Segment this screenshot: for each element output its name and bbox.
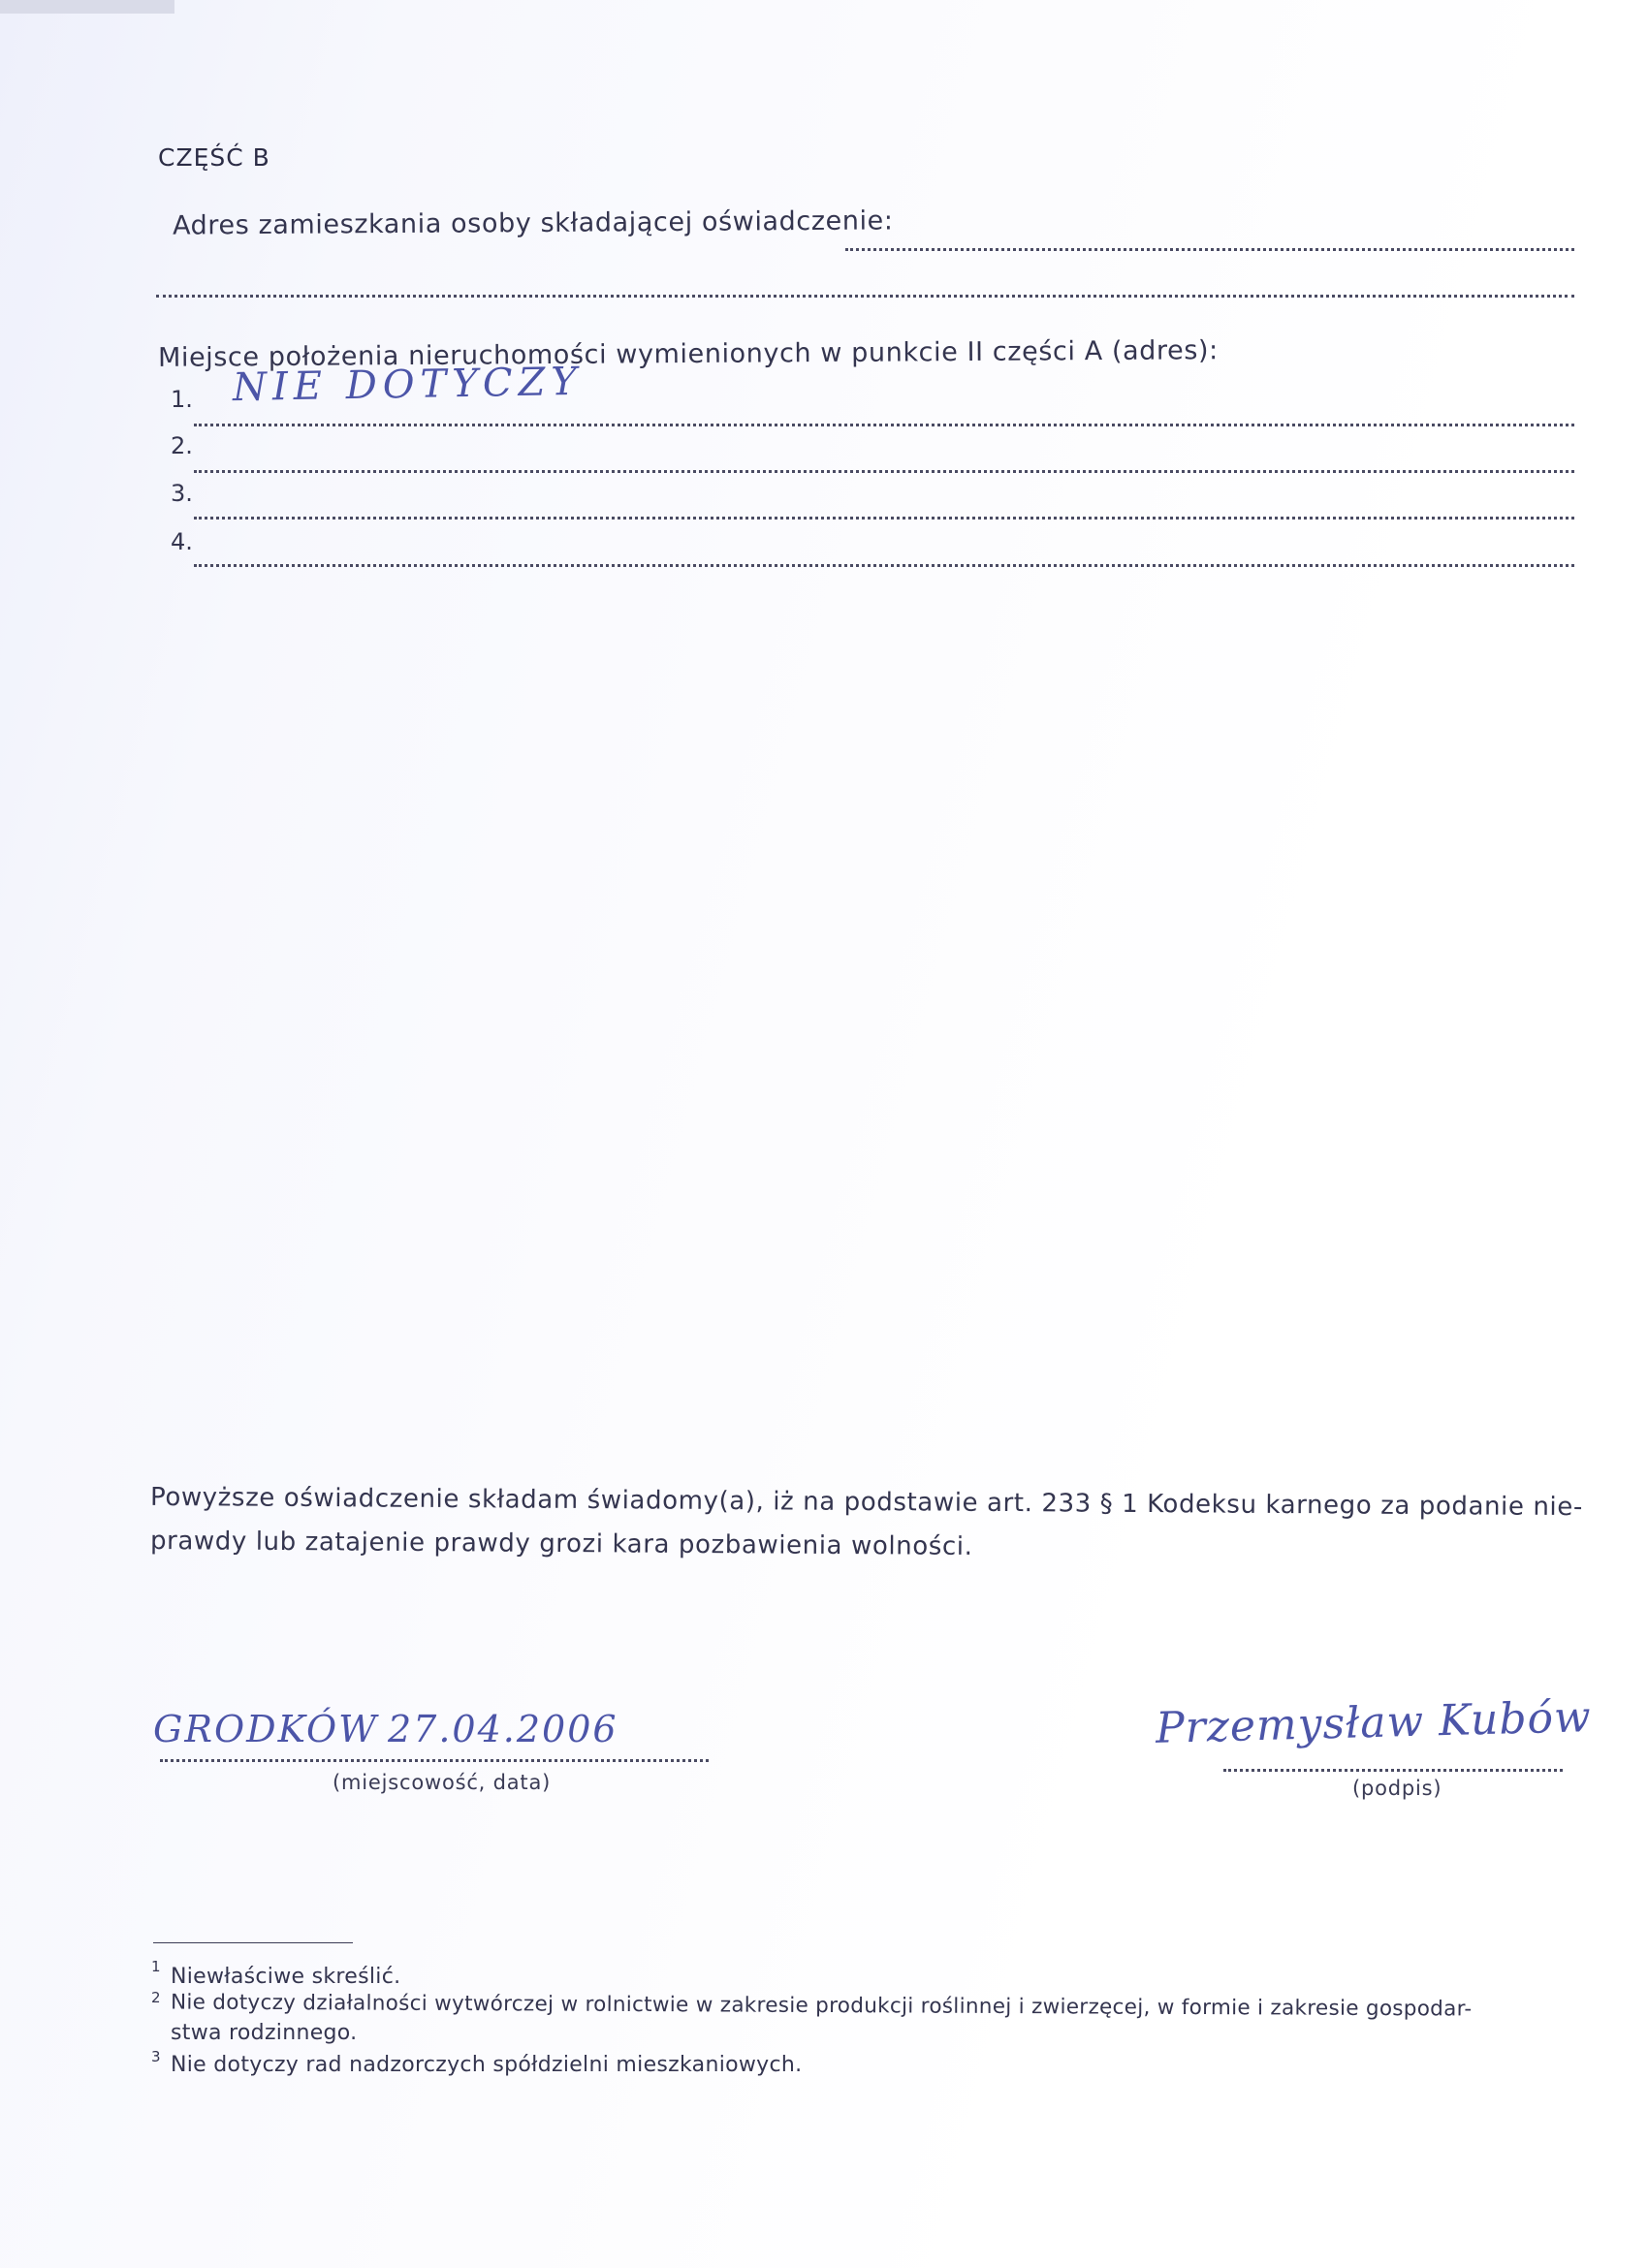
handwritten-date: 27.04.2006: [388, 1708, 618, 1750]
footnote-separator: [153, 1942, 353, 1943]
signature-dotted-line: [1223, 1769, 1563, 1772]
footnote-2: Nie dotyczy działalności wytwórczej w rolnictwie w zakresie produkcji roślinnej i zwierzęcej, w formie i zakresie gospodar-: [170, 1990, 1473, 2022]
footnote-marker: 1: [151, 1958, 161, 1975]
address-label: Adres zamieszkania osoby składającej oświadczenie:: [172, 205, 894, 241]
footnote-marker: 2: [151, 1989, 161, 2006]
property-item-dotted-line: [194, 424, 1574, 426]
address-dotted-line-2: [156, 295, 1574, 298]
property-item-number: 1.: [171, 386, 193, 413]
signature-caption: (podpis): [1352, 1777, 1442, 1800]
statement-line-2: prawdy lub zatajenie prawdy grozi kara pozbawienia wolności.: [149, 1527, 973, 1561]
handwritten-property-1: NIE DOTYCZY: [232, 359, 584, 411]
footnote-3: Nie dotyczy rad nadzorczych spółdzielni mieszkaniowych.: [171, 2053, 803, 2077]
property-item-dotted-line: [194, 470, 1574, 473]
statement-line-1: Powyższe oświadczenie składam świadomy(a), iż na podstawie art. 233 § 1 Kodeksu karnego za podanie nie-: [149, 1482, 1583, 1523]
property-item-dotted-line: [194, 564, 1574, 567]
section-heading: CZĘŚĆ B: [158, 143, 270, 172]
property-location-label: Miejsce położenia nieruchomości wymienionych w punkcie II części A (adres):: [157, 335, 1219, 373]
footnote-2-continuation: stwa rodzinnego.: [171, 2021, 358, 2045]
handwritten-signature: Przemysław Kubów: [1155, 1692, 1593, 1753]
place-date-dotted-line: [160, 1759, 709, 1762]
property-item-number: 3.: [171, 480, 193, 507]
scan-edge-shadow: [0, 0, 174, 14]
handwritten-place: GRODKÓW: [153, 1708, 379, 1750]
address-dotted-line-1: [845, 248, 1574, 251]
footnote-1: Niewłaściwe skreślić.: [171, 1965, 401, 1989]
place-date-caption: (miejscowość, data): [333, 1771, 552, 1794]
property-item-dotted-line: [194, 517, 1574, 520]
footnote-marker: 3: [151, 2048, 161, 2065]
property-item-number: 4.: [171, 528, 193, 555]
property-item-number: 2.: [171, 432, 193, 459]
